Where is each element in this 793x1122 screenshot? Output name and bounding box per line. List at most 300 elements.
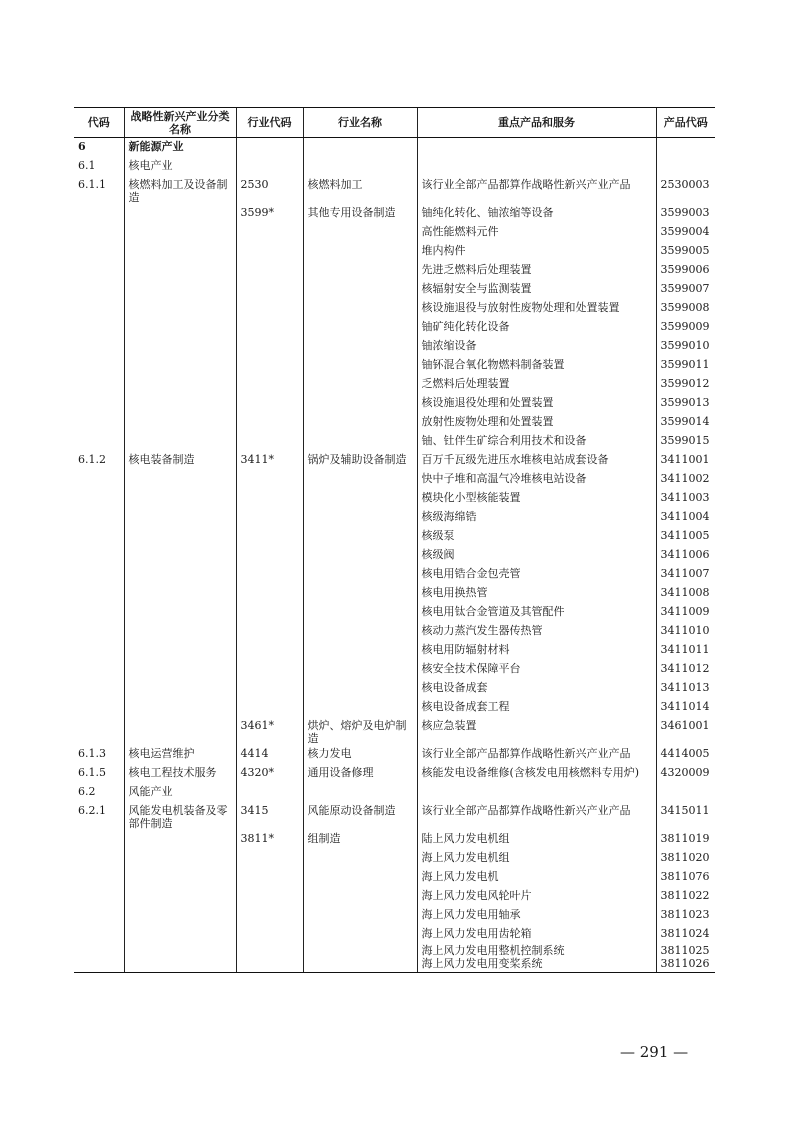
cell-product: 核设施退役处理和处置装置	[417, 394, 656, 413]
cell-category	[124, 546, 236, 565]
table-row	[74, 157, 715, 176]
cell-industry-code	[236, 261, 303, 280]
cell-category	[124, 242, 236, 261]
cell-industry-name	[303, 394, 417, 413]
cell-product-code	[656, 157, 715, 176]
cell-category	[124, 280, 236, 299]
cell-product: 先进乏燃料后处理装置	[417, 261, 656, 280]
table-row	[74, 489, 715, 508]
cell-category: 风能产业	[124, 783, 236, 802]
cell-product-code	[656, 783, 715, 802]
cell-industry-code: 4320*	[236, 764, 303, 783]
cell-industry-name: 核力发电	[303, 745, 417, 764]
cell-code	[74, 660, 124, 679]
cell-code: 6.1.2	[78, 453, 106, 466]
header-category: 战略性新兴产业分类名称	[124, 108, 236, 138]
cell-product: 核安全技术保障平台	[417, 660, 656, 679]
cell-product-code: 3411003	[656, 489, 715, 508]
cell-product-code: 3811026	[656, 957, 715, 973]
table-row	[74, 546, 715, 565]
cell-product: 核电设备成套	[417, 679, 656, 698]
cell-industry-name	[303, 157, 417, 176]
cell-industry-code	[236, 280, 303, 299]
cell-industry-name	[303, 299, 417, 318]
cell-industry-name	[303, 925, 417, 944]
cell-category	[124, 868, 236, 887]
cell-industry-name	[303, 375, 417, 394]
table-row	[74, 660, 715, 679]
cell-product-code: 3811024	[656, 925, 715, 944]
cell-code: 6.1.5	[78, 766, 106, 779]
cell-code: 6.1.3	[78, 747, 106, 760]
cell-industry-code: 3415	[236, 802, 303, 830]
cell-product-code: 3599008	[656, 299, 715, 318]
cell-category: 新能源产业	[124, 138, 236, 158]
cell-product-code	[656, 138, 715, 158]
cell-industry-name: 通用设备修理	[303, 764, 417, 783]
table-header	[74, 108, 715, 138]
cell-industry-name	[303, 603, 417, 622]
cell-code	[74, 546, 124, 565]
cell-industry-code	[236, 783, 303, 802]
table-row	[74, 717, 715, 745]
cell-product: 核动力蒸汽发生器传热管	[417, 622, 656, 641]
cell-product: 该行业全部产品都算作战略性新兴产业产品	[417, 176, 656, 204]
table-row	[74, 565, 715, 584]
cell-industry-code	[236, 887, 303, 906]
header-product-code: 产品代码	[656, 108, 715, 138]
cell-industry-name	[303, 887, 417, 906]
cell-industry-name	[303, 641, 417, 660]
cell-product: 核级阀	[417, 546, 656, 565]
cell-code	[74, 356, 124, 375]
cell-category	[124, 906, 236, 925]
cell-code	[74, 280, 124, 299]
cell-product-code: 3411001	[656, 451, 715, 470]
cell-industry-name	[303, 679, 417, 698]
cell-category	[124, 957, 236, 973]
cell-product-code: 3811022	[656, 887, 715, 906]
cell-industry-name	[303, 622, 417, 641]
table-row	[74, 318, 715, 337]
cell-industry-code	[236, 223, 303, 242]
cell-product-code: 3599006	[656, 261, 715, 280]
cell-product-code: 3811023	[656, 906, 715, 925]
cell-product: 堆内构件	[417, 242, 656, 261]
table-row	[74, 356, 715, 375]
cell-industry-name	[303, 318, 417, 337]
cell-code	[74, 299, 124, 318]
cell-category	[124, 698, 236, 717]
cell-category	[124, 489, 236, 508]
cell-industry-code	[236, 489, 303, 508]
table-row	[74, 944, 715, 957]
table-row	[74, 470, 715, 489]
cell-product: 快中子堆和高温气冷堆核电站设备	[417, 470, 656, 489]
cell-industry-name	[303, 660, 417, 679]
cell-product: 该行业全部产品都算作战略性新兴产业产品	[417, 802, 656, 830]
cell-code	[74, 413, 124, 432]
cell-product-code: 3599011	[656, 356, 715, 375]
cell-product: 乏燃料后处理装置	[417, 375, 656, 394]
page-number: — 291 —	[620, 1043, 689, 1061]
cell-category	[124, 527, 236, 546]
cell-product-code: 3461001	[656, 717, 715, 745]
cell-product-code: 3411002	[656, 470, 715, 489]
cell-industry-name	[303, 413, 417, 432]
table-row	[74, 641, 715, 660]
table-row	[74, 176, 715, 204]
cell-industry-name	[303, 584, 417, 603]
cell-industry-name	[303, 868, 417, 887]
cell-product: 铀纯化转化、铀浓缩等设备	[417, 204, 656, 223]
cell-category	[124, 603, 236, 622]
cell-industry-code	[236, 957, 303, 973]
cell-industry-code	[236, 375, 303, 394]
cell-product-code: 3599014	[656, 413, 715, 432]
cell-product: 高性能燃料元件	[417, 223, 656, 242]
cell-product: 海上风力发电用齿轮箱	[417, 925, 656, 944]
cell-category	[124, 830, 236, 849]
table-row	[74, 887, 715, 906]
table-row	[74, 849, 715, 868]
cell-product: 海上风力发电机	[417, 868, 656, 887]
cell-product: 核能发电设备维修(含核发电用核燃料专用炉)	[417, 764, 656, 783]
cell-code	[74, 242, 124, 261]
table-row	[74, 764, 715, 783]
table-row	[74, 957, 715, 973]
cell-product-code: 3599003	[656, 204, 715, 223]
cell-product	[417, 138, 656, 158]
cell-code	[74, 337, 124, 356]
cell-product-code: 3411010	[656, 622, 715, 641]
cell-product-code: 3599015	[656, 432, 715, 451]
cell-product: 核电用换热管	[417, 584, 656, 603]
cell-code	[74, 849, 124, 868]
cell-category: 核燃料加工及设备制造	[124, 176, 236, 204]
table-row	[74, 204, 715, 223]
cell-industry-code	[236, 299, 303, 318]
table-row	[74, 745, 715, 764]
cell-category	[124, 849, 236, 868]
cell-industry-name	[303, 698, 417, 717]
cell-code	[74, 261, 124, 280]
table-row	[74, 451, 715, 470]
cell-product-code: 3599004	[656, 223, 715, 242]
cell-industry-name	[303, 565, 417, 584]
cell-code	[74, 830, 124, 849]
cell-product	[417, 783, 656, 802]
cell-category	[124, 717, 236, 745]
cell-product: 铀浓缩设备	[417, 337, 656, 356]
cell-industry-code	[236, 470, 303, 489]
cell-category	[124, 204, 236, 223]
cell-code	[74, 375, 124, 394]
cell-code: 6.2	[78, 785, 96, 798]
cell-industry-code	[236, 508, 303, 527]
cell-industry-name	[303, 783, 417, 802]
cell-code	[74, 906, 124, 925]
cell-industry-name	[303, 906, 417, 925]
cell-product-code: 3411013	[656, 679, 715, 698]
cell-product-code: 3411009	[656, 603, 715, 622]
cell-product: 核设施退役与放射性废物处理和处置装置	[417, 299, 656, 318]
cell-industry-code	[236, 906, 303, 925]
cell-industry-name: 锅炉及辅助设备制造	[303, 451, 417, 470]
cell-industry-name	[303, 432, 417, 451]
cell-category	[124, 470, 236, 489]
cell-industry-code: 3599*	[236, 204, 303, 223]
cell-category	[124, 641, 236, 660]
classification-table	[74, 107, 715, 973]
table-row	[74, 280, 715, 299]
cell-industry-name	[303, 470, 417, 489]
cell-code	[74, 603, 124, 622]
cell-code	[74, 868, 124, 887]
cell-category	[124, 299, 236, 318]
cell-product-code: 3811025	[656, 944, 715, 957]
cell-industry-name	[303, 356, 417, 375]
cell-industry-name	[303, 546, 417, 565]
header-industry-code: 行业代码	[236, 108, 303, 138]
cell-product-code: 3411006	[656, 546, 715, 565]
cell-industry-name	[303, 280, 417, 299]
cell-product-code: 3599013	[656, 394, 715, 413]
cell-industry-name	[303, 223, 417, 242]
cell-industry-code	[236, 698, 303, 717]
cell-category	[124, 660, 236, 679]
cell-product: 该行业全部产品都算作战略性新兴产业产品	[417, 745, 656, 764]
cell-industry-name	[303, 849, 417, 868]
cell-code	[74, 470, 124, 489]
cell-product-code: 3411005	[656, 527, 715, 546]
cell-product: 核电用钛合金管道及其管配件	[417, 603, 656, 622]
cell-category	[124, 413, 236, 432]
table-row	[74, 242, 715, 261]
cell-product-code: 3599012	[656, 375, 715, 394]
cell-industry-code	[236, 546, 303, 565]
cell-category: 核电工程技术服务	[124, 764, 236, 783]
cell-code	[74, 318, 124, 337]
cell-industry-code: 4414	[236, 745, 303, 764]
cell-product: 核电用防辐射材料	[417, 641, 656, 660]
cell-industry-name	[303, 337, 417, 356]
cell-category	[124, 375, 236, 394]
cell-code	[74, 925, 124, 944]
table-row	[74, 337, 715, 356]
table-row	[74, 508, 715, 527]
cell-industry-code	[236, 242, 303, 261]
table-row	[74, 138, 715, 158]
cell-product: 核电设备成套工程	[417, 698, 656, 717]
cell-industry-code	[236, 660, 303, 679]
cell-code	[74, 957, 124, 973]
cell-category	[124, 223, 236, 242]
cell-industry-name	[303, 138, 417, 158]
cell-category	[124, 944, 236, 957]
cell-category	[124, 356, 236, 375]
cell-industry-name	[303, 944, 417, 957]
cell-product-code: 3811076	[656, 868, 715, 887]
cell-product: 海上风力发电风轮叶片	[417, 887, 656, 906]
cell-industry-code: 3411*	[236, 451, 303, 470]
cell-industry-code	[236, 337, 303, 356]
cell-category	[124, 318, 236, 337]
cell-category	[124, 432, 236, 451]
table-row	[74, 413, 715, 432]
table-row	[74, 223, 715, 242]
cell-industry-code: 3461*	[236, 717, 303, 745]
table-row	[74, 375, 715, 394]
table-row	[74, 906, 715, 925]
table-row	[74, 802, 715, 830]
cell-industry-code	[236, 318, 303, 337]
cell-industry-code	[236, 394, 303, 413]
cell-product-code: 4320009	[656, 764, 715, 783]
cell-industry-name	[303, 261, 417, 280]
cell-product-code: 3599010	[656, 337, 715, 356]
table-row	[74, 394, 715, 413]
table-row	[74, 868, 715, 887]
cell-industry-name: 核燃料加工	[303, 176, 417, 204]
cell-category: 核电产业	[124, 157, 236, 176]
header-code: 代码	[74, 108, 124, 138]
cell-category	[124, 679, 236, 698]
table-row	[74, 603, 715, 622]
cell-product: 铀钚混合氧化物燃料制备装置	[417, 356, 656, 375]
table-row	[74, 925, 715, 944]
table-row	[74, 432, 715, 451]
cell-code	[74, 432, 124, 451]
cell-code: 6.1	[78, 159, 96, 172]
cell-industry-code	[236, 944, 303, 957]
cell-industry-code	[236, 157, 303, 176]
cell-product-code: 3411012	[656, 660, 715, 679]
table-row	[74, 679, 715, 698]
table-row	[74, 584, 715, 603]
cell-industry-code	[236, 527, 303, 546]
cell-product-code: 3599009	[656, 318, 715, 337]
cell-product: 海上风力发电用变桨系统	[417, 957, 656, 973]
cell-industry-name	[303, 527, 417, 546]
cell-category	[124, 887, 236, 906]
cell-product: 铀矿纯化转化设备	[417, 318, 656, 337]
cell-industry-code	[236, 868, 303, 887]
cell-industry-code	[236, 584, 303, 603]
cell-industry-code	[236, 603, 303, 622]
table-row	[74, 261, 715, 280]
table-body	[74, 138, 715, 973]
cell-industry-code: 3811*	[236, 830, 303, 849]
cell-code: 6.2.1	[78, 804, 106, 817]
cell-product-code: 3411008	[656, 584, 715, 603]
cell-category	[124, 622, 236, 641]
cell-product-code: 3811019	[656, 830, 715, 849]
cell-category	[124, 584, 236, 603]
cell-code	[74, 508, 124, 527]
cell-industry-code	[236, 356, 303, 375]
cell-code	[74, 527, 124, 546]
cell-industry-name	[303, 242, 417, 261]
cell-product: 核电用锆合金包壳管	[417, 565, 656, 584]
cell-product: 百万千瓦级先进压水堆核电站成套设备	[417, 451, 656, 470]
cell-product: 海上风力发电机组	[417, 849, 656, 868]
cell-industry-name: 风能原动设备制造	[303, 802, 417, 830]
cell-industry-code	[236, 925, 303, 944]
cell-category	[124, 337, 236, 356]
cell-industry-name	[303, 957, 417, 973]
cell-product: 核辐射安全与监测装置	[417, 280, 656, 299]
table-row	[74, 622, 715, 641]
cell-product-code: 3411007	[656, 565, 715, 584]
cell-product	[417, 157, 656, 176]
header-industry-name: 行业名称	[303, 108, 417, 138]
cell-industry-code	[236, 622, 303, 641]
cell-product-code: 3415011	[656, 802, 715, 830]
cell-product: 铀、钍伴生矿综合利用技术和设备	[417, 432, 656, 451]
cell-industry-code	[236, 413, 303, 432]
cell-category	[124, 508, 236, 527]
cell-code	[74, 944, 124, 957]
cell-product: 放射性废物处理和处置装置	[417, 413, 656, 432]
cell-code	[74, 204, 124, 223]
cell-industry-name: 组制造	[303, 830, 417, 849]
cell-product-code: 3599007	[656, 280, 715, 299]
cell-product: 核应急装置	[417, 717, 656, 745]
cell-code	[74, 679, 124, 698]
cell-code	[74, 641, 124, 660]
cell-category	[124, 261, 236, 280]
cell-industry-code	[236, 138, 303, 158]
cell-industry-name: 烘炉、熔炉及电炉制造	[303, 717, 417, 745]
cell-code: 6.1.1	[78, 178, 106, 191]
cell-code	[74, 717, 124, 745]
header-products: 重点产品和服务	[417, 108, 656, 138]
cell-product-code: 3411004	[656, 508, 715, 527]
cell-product-code: 3599005	[656, 242, 715, 261]
table-row	[74, 830, 715, 849]
cell-code	[74, 394, 124, 413]
cell-code	[74, 489, 124, 508]
cell-category	[124, 565, 236, 584]
cell-product-code: 3411011	[656, 641, 715, 660]
table-row	[74, 299, 715, 318]
cell-industry-code	[236, 641, 303, 660]
cell-category: 风能发电机装备及零部件制造	[124, 802, 236, 830]
cell-industry-code	[236, 849, 303, 868]
cell-category	[124, 394, 236, 413]
cell-industry-name	[303, 489, 417, 508]
cell-code	[74, 223, 124, 242]
cell-product: 海上风力发电用轴承	[417, 906, 656, 925]
cell-code	[74, 565, 124, 584]
cell-product-code: 4414005	[656, 745, 715, 764]
cell-product-code: 2530003	[656, 176, 715, 204]
cell-product: 模块化小型核能装置	[417, 489, 656, 508]
cell-category: 核电运营维护	[124, 745, 236, 764]
cell-product-code: 3811020	[656, 849, 715, 868]
table-row	[74, 527, 715, 546]
cell-code	[74, 622, 124, 641]
cell-code	[74, 698, 124, 717]
cell-industry-code: 2530	[236, 176, 303, 204]
cell-category: 核电装备制造	[124, 451, 236, 470]
cell-code	[74, 584, 124, 603]
cell-product: 海上风力发电用整机控制系统	[417, 944, 656, 957]
table-row	[74, 783, 715, 802]
cell-product-code: 3411014	[656, 698, 715, 717]
cell-product: 核级海绵锆	[417, 508, 656, 527]
